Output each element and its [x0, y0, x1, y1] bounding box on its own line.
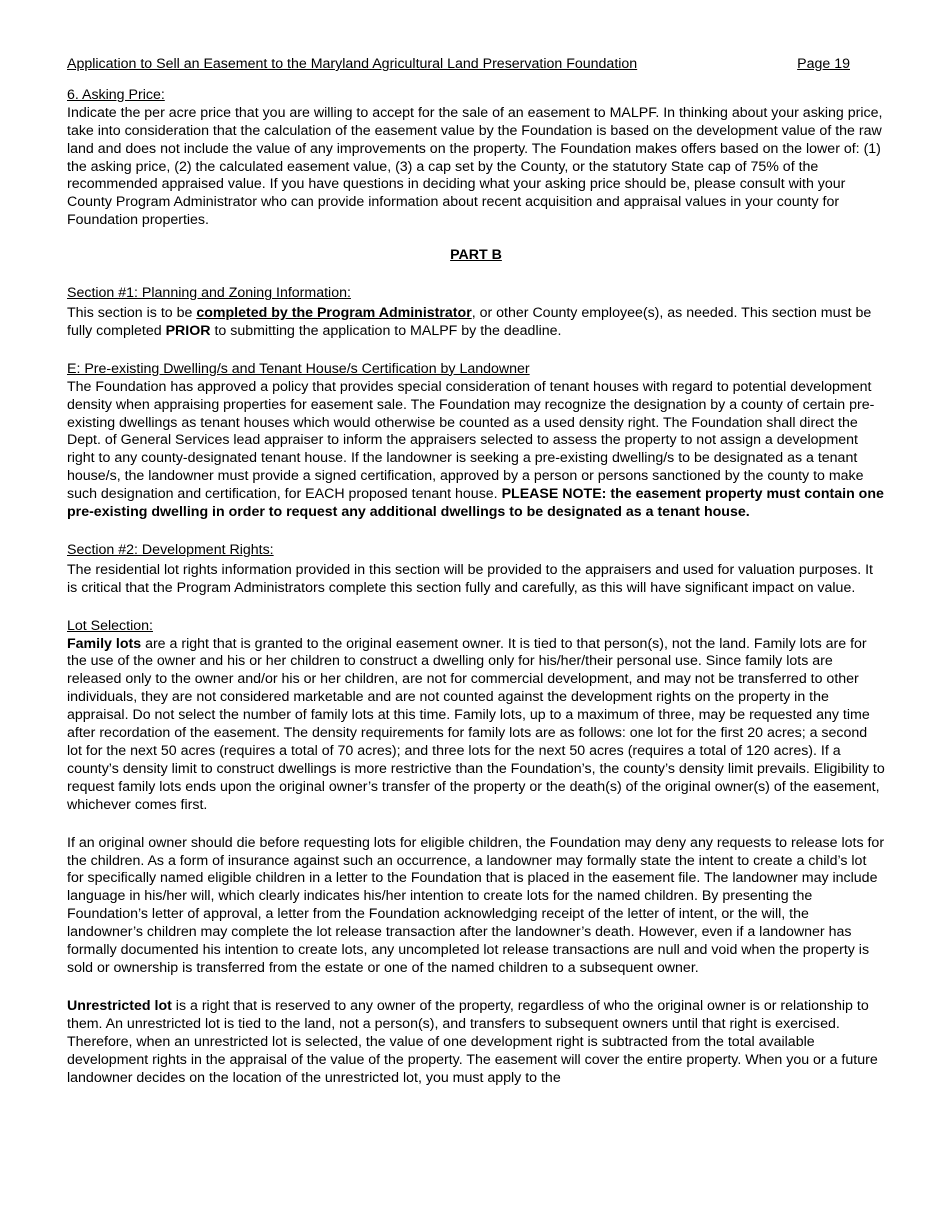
page-header [67, 56, 850, 74]
family-lots-term: Family lots [67, 635, 142, 652]
section1-text-3: to submitting the application to MALPF by the deadline. [210, 322, 562, 339]
header-page-number: Page 19 [797, 56, 850, 72]
asking-price-body: Indicate the per acre price that you are willing to accept for the sale of an easement to MALPF. In thinking about your asking price, take into consideration that the calculation of the easement value by the Foundation is based on the development value of the raw land and does not include the value of any improvements on the property. The Foundation makes offers based on the lower of: (1) the asking price, (2) the calculated easement value, (3) a cap set by the County, or the statutory State cap of 75% of the recommended appraised value. If you have questions in deciding what your asking price should be, please consult with your County Program Administrator who can provide information about recent acquisition and appraisal values in your county for Foundation properties. [67, 104, 883, 229]
header-title: Application to Sell an Easement to the Maryland Agricultural Land Preservation Foundation [67, 56, 638, 72]
document-page [67, 56, 885, 1087]
original-owner-death-paragraph: If an original owner should die before requesting lots for eligible children, the Foundation may deny any requests to release lots for the children. As a form of insurance against such an occurrence, a landowner may formally state the intent to create a child’s lot for specifically named eligible children in a letter to the Foundation that is placed in the easement file. The landowner may include language in his/her will, which clearly indicates his/her intention to create lots for the named children. By presenting the Foundation’s letter of approval, a letter from the Foundation acknowledging receipt of the letter of intent, or the will, the landowner’s children may complete the lot release transaction after the landowner’s death. However, even if a landowner has formally documented his intention to create lots, any uncompleted lot release transactions are null and void when the property is sold or ownership is transferred from the estate or one of the named children to a subsequent owner. [67, 834, 885, 976]
section2-heading: Section #2: Development Rights: [67, 541, 274, 558]
section1-body [67, 305, 885, 341]
section1-bold-program-administrator: completed by the Program Administrator [196, 304, 472, 321]
section1-text-1: This section is to be [67, 304, 197, 321]
unrestricted-lot-paragraph [67, 998, 885, 1088]
section-e-note: PLEASE NOTE: the easement property must contain one pre-existing dwelling in order to request any additional dwellings to be designated as a tenant house. [67, 486, 884, 521]
section2-body: The residential lot rights information provided in this section will be provided to the appraisers and used for valuation purposes. It is critical that the Program Administrators complete this section fully and carefully, as this will have significant impact on value. [67, 561, 873, 596]
family-lots-text: are a right that is granted to the original easement owner. It is tied to that person(s), not the land. Family lots are for the use of the owner and his or her children to construct a dwelling only for his/her/their personal use. Since family lots are released only to the owner and/or his or her children, are not for commercial development, and may not be transferred to other individuals, they are not considered marketable and are not counted against the development rights on the property in the appraisal. Do not select the number of family lots at this time. Family lots, up to a maximum of three, may be requested any time after recordation of the easement. The density requirements for family lots are as follows: one lot for the first 20 acres; a second lot for the next 50 acres (requires a total of 70 acres); and three lots for the next 50 acres (requires a total of 120 acres). If a county’s density limit to construct dwellings is more restrictive than the Foundation’s, the county’s density limit prevails. Eligibility to request family lots ends upon the original owner’s transfer of the property or the death(s) of the original owner(s) of the easement, whichever comes first. [67, 635, 885, 813]
asking-price-heading: 6. Asking Price: [67, 86, 165, 103]
section-e-text: The Foundation has approved a policy that provides special consideration of tenant houses with regard to potential development density when appraising properties for easement sale. The Foundation may recognize the designation by a county of certain pre-existing dwellings as tenant houses which would otherwise be counted as a used density right. The Foundation shall direct the Dept. of General Services lead appraiser to inform the appraisers selected to assess the property to not assign a development right to any county-designated tenant house. If the landowner is seeking a pre-existing dwelling/s to be designated as a tenant house/s, the landowner must provide a signed certification, approved by a person or persons sanctioned by the county to make such designation and certification, for EACH proposed tenant house. [67, 378, 875, 503]
section-e-body [67, 379, 885, 522]
unrestricted-lot-term: Unrestricted lot [67, 997, 172, 1014]
section1-text-2: , or other County employee(s), as needed. This section must be fully completed [67, 304, 872, 339]
section1-heading: Section #1: Planning and Zoning Information: [67, 285, 351, 302]
family-lots-paragraph [67, 636, 885, 815]
lot-selection-heading: Lot Selection: [67, 617, 153, 634]
part-b-title: PART B [450, 247, 502, 264]
unrestricted-lot-text: is a right that is reserved to any owner of the property, regardless of who the original owner is or relationship to them. An unrestricted lot is tied to the land, not a person(s), and transfers to subsequent owners until that right is exercised. Therefore, when an unrestricted lot is selected, the value of one development right is subtracted from the total available development rights in the appraisal of the value of the property. The easement will cover the entire property. When you or a future landowner decides on the location of the unrestricted lot, you must apply to the [67, 997, 878, 1086]
section1-bold-prior: PRIOR [165, 322, 211, 339]
section-e-heading: E: Pre-existing Dwelling/s and Tenant House/s Certification by Landowner [67, 360, 530, 377]
